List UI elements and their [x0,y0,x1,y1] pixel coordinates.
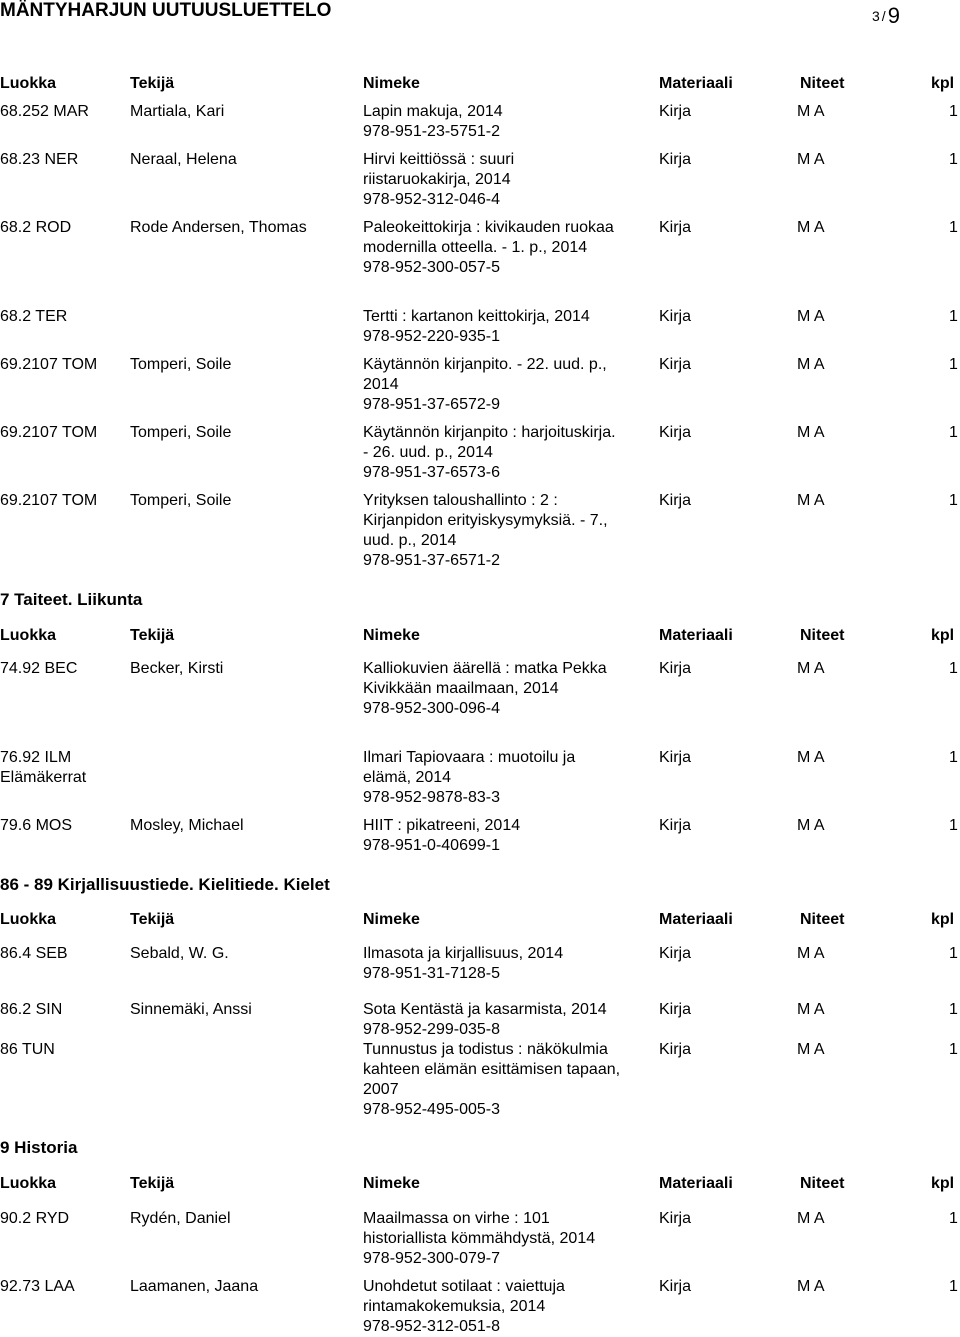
section-heading: 7 Taiteet. Liikunta [0,590,143,609]
title-isbn: Paleokeittokirja : kivikauden ruokaa modernilla otteella. - 1. p., 2014 978-952-300-057-5 [363,219,614,276]
copies-location: M A [797,660,825,677]
material: Kirja [659,308,692,325]
copies-location: M A [797,356,825,373]
count: 1 [949,945,958,962]
title-isbn: Hirvi keittiössä : suuri riistaruokakirja, 2014 978-952-312-046-4 [363,151,515,208]
call-number: 68.2 ROD [0,219,72,236]
call-number: 69.2107 TOM [0,424,98,441]
count: 1 [949,103,958,120]
title-isbn: Maailmassa on virhe : 101 historiallista kömmähdystä, 2014 978-952-300-079-7 [363,1210,596,1267]
count: 1 [949,219,958,236]
call-number: 79.6 MOS [0,817,73,834]
count: 1 [949,660,958,677]
column-header-kpl: kpl [931,911,955,928]
title-isbn: Lapin makuja, 2014 978-951-23-5751-2 [363,103,503,140]
material: Kirja [659,1210,692,1227]
column-header-nimeke: Nimeke [363,911,420,928]
call-number: 68.2 TER [0,308,68,325]
call-number: 74.92 BEC [0,660,78,677]
copies-location: M A [797,103,825,120]
copies-location: M A [797,308,825,325]
count: 1 [949,492,958,509]
author: Sebald, W. G. [130,945,229,962]
column-header-materiaali: Materiaali [659,627,733,644]
count: 1 [949,356,958,373]
material: Kirja [659,424,692,441]
column-header-kpl: kpl [931,1175,955,1192]
count: 1 [949,424,958,441]
call-number: 76.92 ILM Elämäkerrat [0,749,87,786]
count: 1 [949,1210,958,1227]
copies-location: M A [797,749,825,766]
author: Martiala, Kari [130,103,225,120]
material: Kirja [659,749,692,766]
page-number [872,1,900,27]
column-header-tekija: Tekijä [130,1175,175,1192]
title-isbn: Käytännön kirjanpito. - 22. uud. p., 2014 978-951-37-6572-9 [363,356,607,413]
title-isbn: Sota Kentästä ja kasarmista, 2014 978-952-299-035-8 [363,1001,607,1038]
count: 1 [949,1001,958,1018]
column-header-nimeke: Nimeke [363,627,420,644]
section-heading: 9 Historia [0,1138,78,1157]
call-number: 90.2 RYD [0,1210,70,1227]
title-isbn: HIIT : pikatreeni, 2014 978-951-0-40699-1 [363,817,521,854]
material: Kirja [659,1041,692,1058]
count: 1 [949,308,958,325]
column-header-luokka: Luokka [0,75,57,92]
author: Tomperi, Soile [130,424,232,441]
material: Kirja [659,1278,692,1295]
column-header-luokka: Luokka [0,911,57,928]
copies-location: M A [797,424,825,441]
column-header-nimeke: Nimeke [363,1175,420,1192]
copies-location: M A [797,219,825,236]
column-header-materiaali: Materiaali [659,911,733,928]
column-header-niteet: Niteet [800,911,845,928]
material: Kirja [659,492,692,509]
title-isbn: Kalliokuvien äärellä : matka Pekka Kivikkään maailmaan, 2014 978-952-300-096-4 [363,660,607,717]
material: Kirja [659,817,692,834]
title-isbn: Tunnustus ja todistus : näkökulmia kahteen elämän esittämisen tapaan, 2007 978-952-495-005-3 [363,1041,621,1118]
copies-location: M A [797,1278,825,1295]
material: Kirja [659,151,692,168]
column-header-luokka: Luokka [0,627,57,644]
column-header-materiaali: Materiaali [659,1175,733,1192]
column-header-tekija: Tekijä [130,911,175,928]
call-number: 86.4 SEB [0,945,68,962]
title-isbn: Unohdetut sotilaat : vaiettuja rintamakokemuksia, 2014 978-952-312-051-8 [363,1278,565,1335]
copies-location: M A [797,945,825,962]
page-separator: / [881,8,886,24]
copies-location: M A [797,1001,825,1018]
call-number: 68.23 NER [0,151,79,168]
count: 1 [949,1278,958,1295]
title-isbn: Tertti : kartanon keittokirja, 2014 978-952-220-935-1 [363,308,590,345]
author: Becker, Kirsti [130,660,224,677]
material: Kirja [659,945,692,962]
column-header-niteet: Niteet [800,75,845,92]
call-number: 69.2107 TOM [0,356,98,373]
count: 1 [949,749,958,766]
copies-location: M A [797,1210,825,1227]
count: 1 [949,151,958,168]
column-header-niteet: Niteet [800,627,845,644]
page-title: MÄNTYHARJUN UUTUUSLUETTELO [0,0,332,21]
column-header-tekija: Tekijä [130,75,175,92]
call-number: 92.73 LAA [0,1278,75,1295]
copies-location: M A [797,1041,825,1058]
material: Kirja [659,356,692,373]
call-number: 68.252 MAR [0,103,89,120]
author: Rode Andersen, Thomas [130,219,307,236]
title-isbn: Ilmari Tapiovaara : muotoilu ja elämä, 2014 978-952-9878-83-3 [363,749,576,806]
column-header-nimeke: Nimeke [363,75,420,92]
call-number: 86.2 SIN [0,1001,63,1018]
section-heading: 86 - 89 Kirjallisuustiede. Kielitiede. Kielet [0,875,330,894]
material: Kirja [659,660,692,677]
copies-location: M A [797,817,825,834]
column-header-materiaali: Materiaali [659,75,733,92]
title-isbn: Käytännön kirjanpito : harjoituskirja. - 26. uud. p., 2014 978-951-37-6573-6 [363,424,616,481]
call-number: 69.2107 TOM [0,492,98,509]
author: Rydén, Daniel [130,1210,231,1227]
title-isbn: Yrityksen taloushallinto : 2 : Kirjanpidon erityiskysymyksiä. - 7., uud. p., 2014 978-951-37-6571-2 [363,492,608,569]
page-current: 3 [872,8,880,24]
author: Laamanen, Jaana [130,1278,259,1295]
column-header-luokka: Luokka [0,1175,57,1192]
count: 1 [949,1041,958,1058]
author: Tomperi, Soile [130,356,232,373]
copies-location: M A [797,151,825,168]
author: Neraal, Helena [130,151,237,168]
column-header-kpl: kpl [931,627,955,644]
count: 1 [949,817,958,834]
title-isbn: Ilmasota ja kirjallisuus, 2014 978-951-31-7128-5 [363,945,564,982]
material: Kirja [659,103,692,120]
copies-location: M A [797,492,825,509]
author: Sinnemäki, Anssi [130,1001,252,1018]
call-number: 86 TUN [0,1041,55,1058]
material: Kirja [659,1001,692,1018]
column-header-niteet: Niteet [800,1175,845,1192]
column-header-tekija: Tekijä [130,627,175,644]
column-header-kpl: kpl [931,75,955,92]
material: Kirja [659,219,692,236]
author: Mosley, Michael [130,817,244,834]
author: Tomperi, Soile [130,492,232,509]
page-total: 9 [887,3,900,28]
